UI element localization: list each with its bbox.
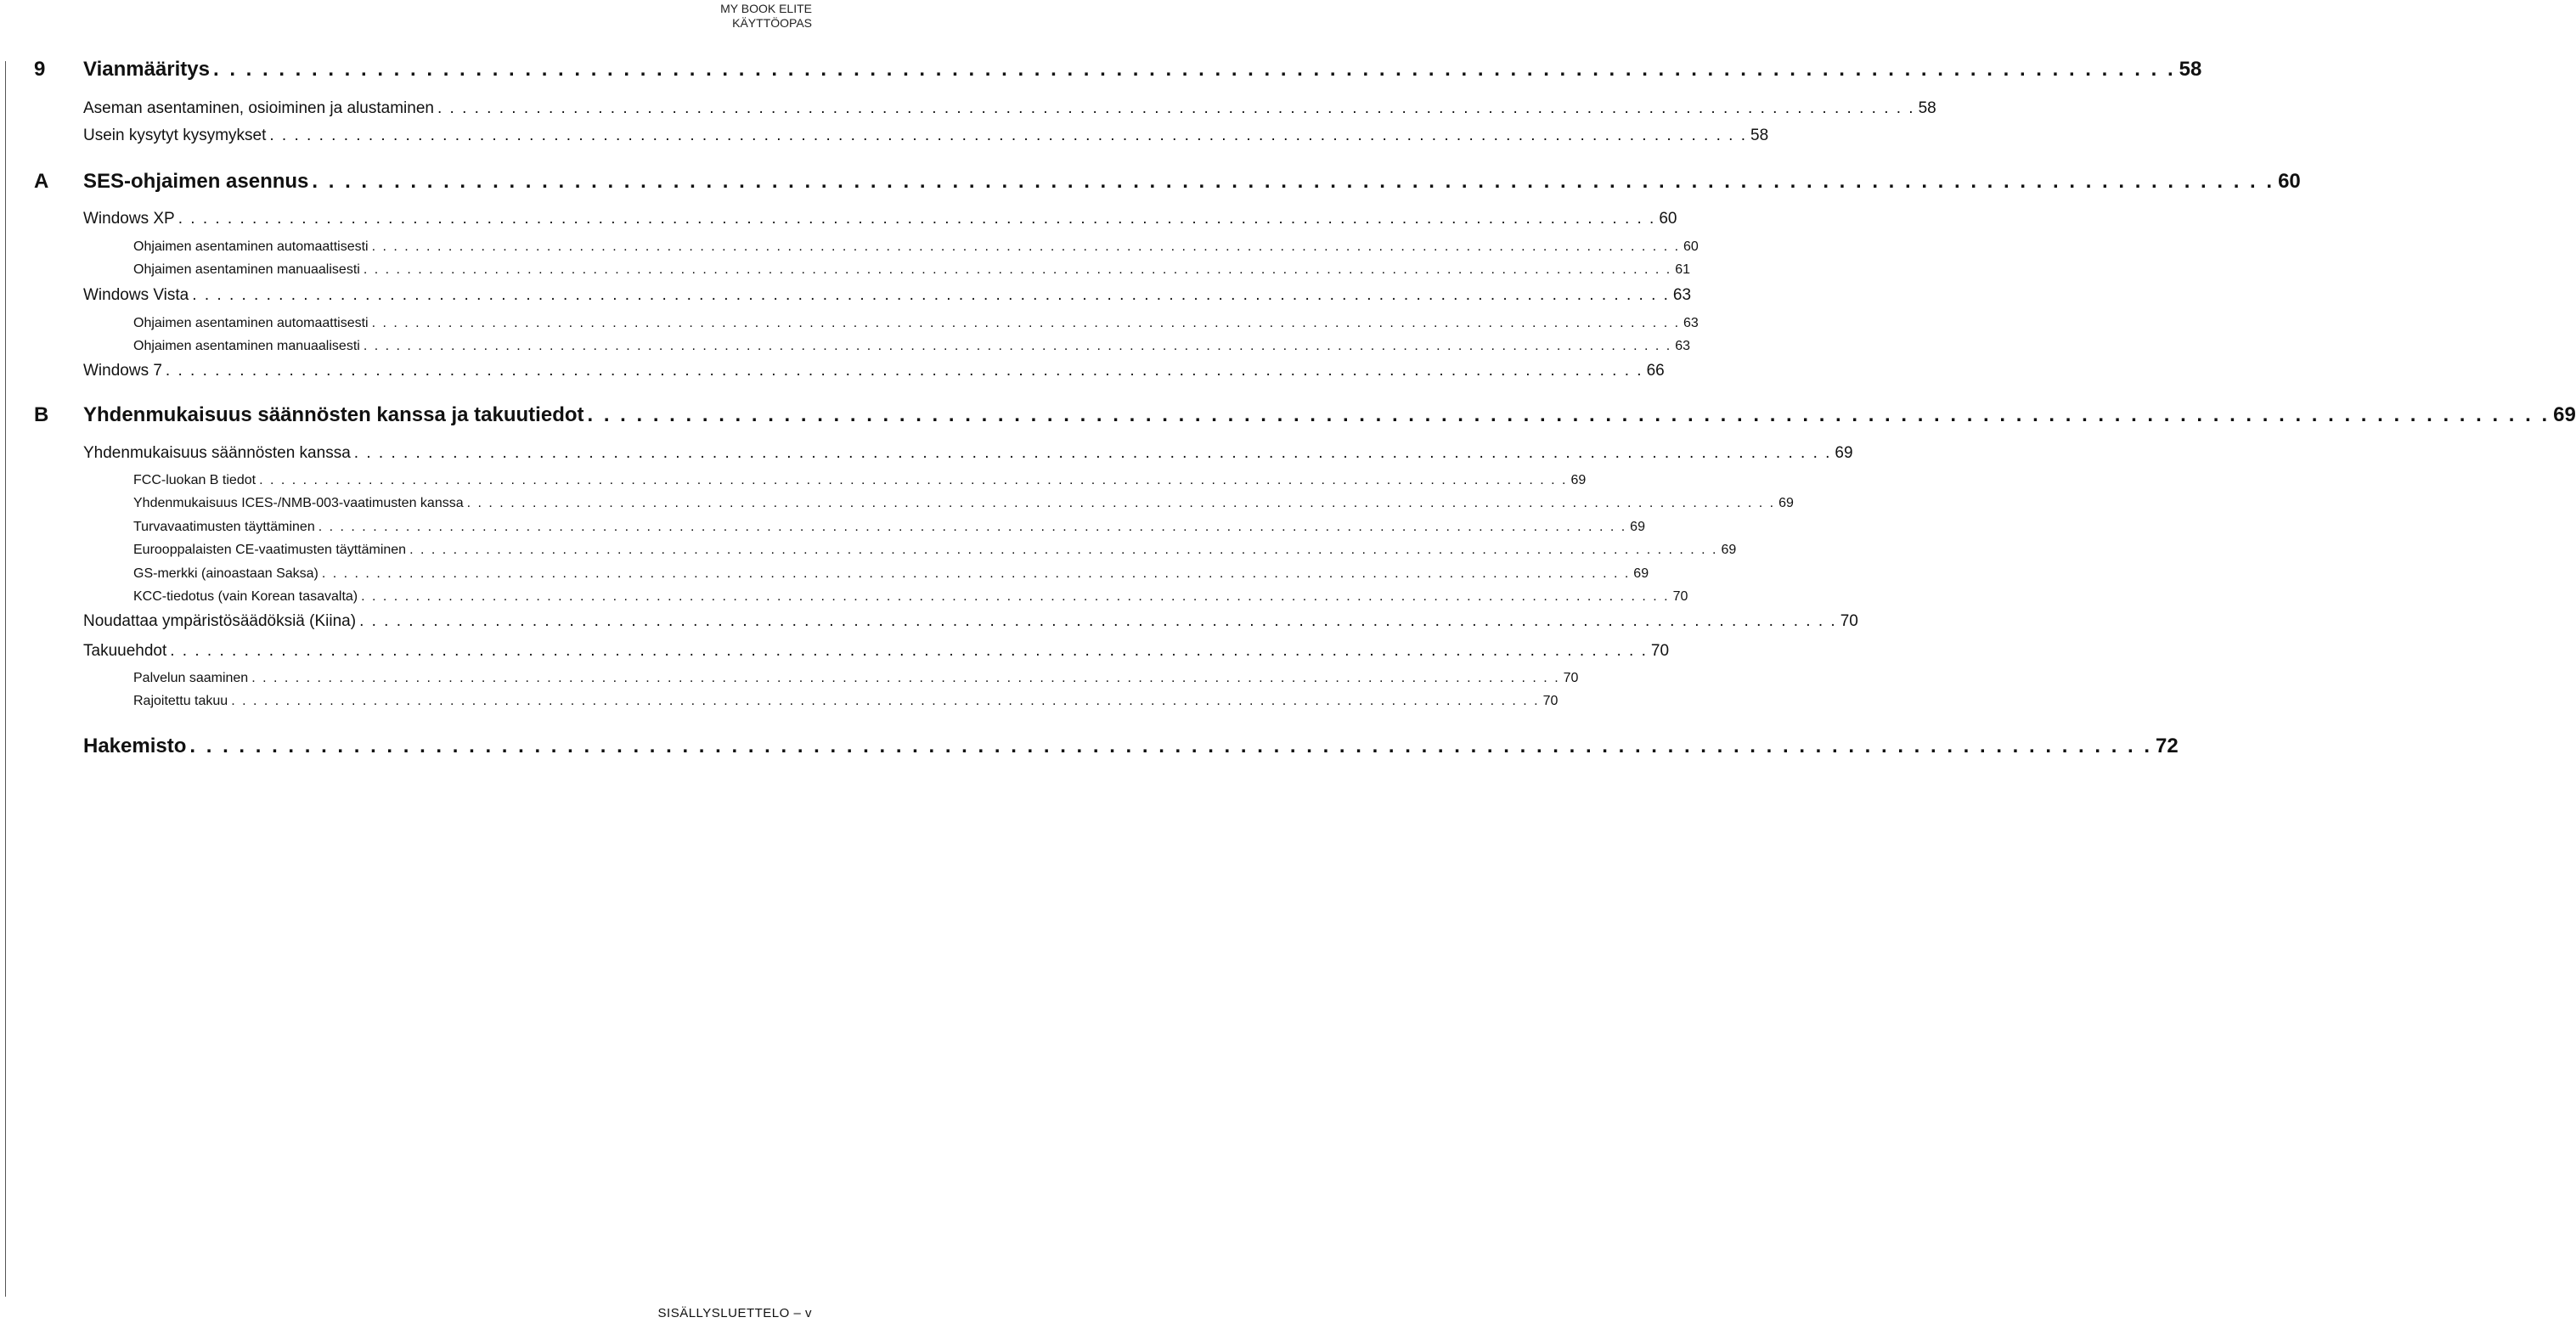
toc-page-number: 60	[1683, 239, 1699, 254]
toc-section[interactable]	[83, 642, 1670, 661]
toc-page-number: 70	[1672, 589, 1688, 604]
dot-leader	[467, 496, 1775, 511]
toc-page-number: 69	[1778, 496, 1794, 510]
dot-leader	[251, 671, 1559, 686]
toc-page-number: 63	[1672, 286, 1692, 304]
toc-chapter-9[interactable]	[34, 58, 2202, 82]
toc-page-number: 69	[2553, 403, 2576, 426]
toc-section[interactable]	[83, 444, 1853, 463]
toc-subsection[interactable]	[133, 671, 1579, 686]
toc-section[interactable]	[83, 99, 1936, 118]
toc-page-number: 60	[1659, 210, 1677, 228]
dot-leader	[312, 170, 2274, 194]
toc-entry-title: Windows 7	[83, 362, 162, 380]
dot-leader	[259, 473, 1567, 488]
toc-entry-title: Windows Vista	[83, 286, 189, 304]
toc-subsection[interactable]	[133, 239, 1699, 255]
dot-leader	[166, 362, 1643, 380]
header-book-title: MY BOOK ELITE	[720, 2, 812, 15]
toc-page-number: 72	[2156, 735, 2179, 757]
dot-leader	[192, 286, 1670, 305]
toc-entry-title: Noudattaa ympäristösäädöksiä (Kiina)	[83, 612, 357, 630]
toc-page-number: 66	[1646, 362, 1665, 380]
margin-rule	[5, 61, 6, 1297]
toc-subsection[interactable]	[133, 339, 1691, 354]
toc-entry-title: Yhdenmukaisuus säännösten kanssa ja takuutiedot	[83, 403, 584, 426]
dot-leader	[322, 566, 1630, 582]
toc-entry-title: Usein kysytyt kysymykset	[83, 127, 267, 144]
toc-section[interactable]	[83, 362, 1665, 380]
chapter-number: A	[34, 170, 49, 193]
toc-entry-title: Hakemisto	[83, 735, 187, 757]
dot-leader	[318, 520, 1626, 535]
dot-leader	[213, 58, 2176, 82]
toc-entry-title: SES-ohjaimen asennus	[83, 170, 309, 193]
chapter-number: 9	[34, 58, 46, 81]
running-header	[720, 2, 812, 31]
dot-leader	[409, 543, 1717, 558]
toc-entry-title: Yhdenmukaisuus säännösten kanssa	[83, 444, 351, 462]
dot-leader	[372, 239, 1680, 255]
toc-entry-title: Takuuehdot	[83, 642, 167, 660]
dot-leader	[189, 735, 2152, 758]
dot-leader	[359, 612, 1837, 631]
toc-page-number: 70	[1650, 642, 1670, 660]
page-footer: SISÄLLYSLUETTELO – v	[657, 1306, 812, 1320]
toc-page-number: 58	[1750, 127, 1769, 144]
toc-entry-title: Aseman asentaminen, osioiminen ja alustaminen	[83, 99, 434, 117]
toc-entry-title: Windows XP	[83, 210, 175, 228]
toc-page-number: 60	[2278, 170, 2301, 193]
toc-entry-title: Turvavaatimusten täyttäminen	[133, 520, 315, 534]
toc-page-number: 61	[1675, 262, 1691, 277]
toc-page-number: 69	[1630, 520, 1645, 534]
toc-entry-title: Rajoitettu takuu	[133, 694, 228, 708]
toc-page-number: 69	[1570, 473, 1587, 487]
toc-page-number: 69	[1721, 543, 1737, 557]
toc-entry-title: Ohjaimen asentaminen automaattisesti	[133, 316, 369, 330]
toc-entry-title: Eurooppalaisten CE-vaatimusten täyttäminen	[133, 543, 407, 557]
toc-entry-title: Ohjaimen asentaminen manuaalisesti	[133, 339, 360, 353]
dot-leader	[231, 694, 1539, 709]
toc-page-number: 69	[1633, 566, 1649, 581]
toc-appendix-a[interactable]	[34, 170, 2301, 194]
dot-leader	[364, 339, 1671, 354]
dot-leader	[437, 99, 1915, 118]
toc-subsection[interactable]	[133, 566, 1649, 582]
toc-subsection[interactable]	[133, 496, 1794, 511]
toc-appendix-b[interactable]	[34, 403, 2576, 427]
toc-subsection[interactable]	[133, 543, 1737, 558]
toc-section[interactable]	[83, 286, 1692, 305]
dot-leader	[354, 444, 1832, 463]
toc-entry-title: Vianmääritys	[83, 58, 210, 81]
toc-page-number: 70	[1563, 671, 1579, 685]
toc-entry-title: Palvelun saaminen	[133, 671, 249, 685]
toc-section[interactable]	[83, 210, 1677, 228]
dot-leader	[361, 589, 1669, 605]
dot-leader	[170, 642, 1648, 661]
toc-page-number: 63	[1683, 316, 1699, 330]
toc-page-number: 70	[1840, 612, 1858, 630]
toc-page-number: 63	[1675, 339, 1691, 353]
dot-leader	[372, 316, 1680, 331]
dot-leader	[269, 127, 1747, 145]
header-guide-title: KÄYTTÖOPAS	[732, 16, 812, 30]
toc-section[interactable]	[83, 127, 1769, 145]
dot-leader	[588, 403, 2551, 427]
toc-subsection[interactable]	[133, 589, 1688, 605]
toc-section[interactable]	[83, 612, 1858, 631]
chapter-number: B	[34, 403, 49, 426]
toc-subsection[interactable]	[133, 473, 1587, 488]
toc-entry-title: FCC-luokan B tiedot	[133, 473, 256, 487]
toc-entry-title: Ohjaimen asentaminen manuaalisesti	[133, 262, 360, 277]
toc-page-number: 58	[1918, 99, 1936, 117]
toc-page-number: 70	[1542, 694, 1559, 708]
toc-subsection[interactable]	[133, 316, 1699, 331]
toc-index[interactable]	[83, 735, 2179, 758]
toc-subsection[interactable]	[133, 520, 1645, 535]
toc-subsection[interactable]	[133, 694, 1559, 709]
dot-leader	[178, 210, 1656, 228]
toc-entry-title: Ohjaimen asentaminen automaattisesti	[133, 239, 369, 254]
toc-subsection[interactable]	[133, 262, 1691, 278]
toc-entry-title: Yhdenmukaisuus ICES-/NMB-003-vaatimusten kanssa	[133, 496, 464, 510]
toc-entry-title: KCC-tiedotus (vain Korean tasavalta)	[133, 589, 358, 604]
toc-page-number: 58	[2179, 58, 2202, 81]
dot-leader	[364, 262, 1671, 278]
toc-entry-title: GS-merkki (ainoastaan Saksa)	[133, 566, 318, 581]
toc-page-number: 69	[1835, 444, 1853, 462]
